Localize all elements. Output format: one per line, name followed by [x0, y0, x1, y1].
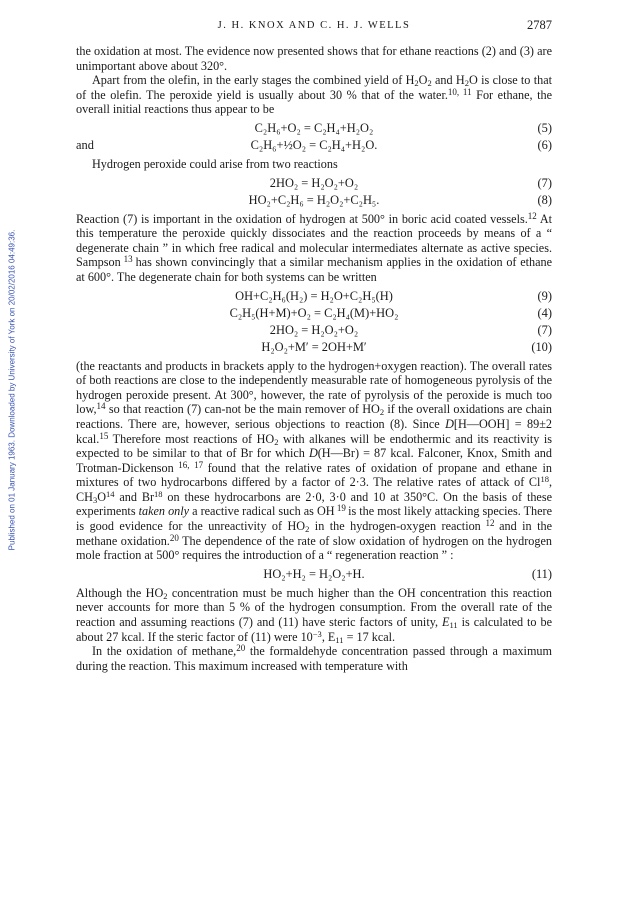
running-head: J. H. KNOX AND C. H. J. WELLS [217, 20, 411, 31]
equation-10-formula: H₂O₂+M′ = 2OH+M′ [261, 339, 367, 354]
equation-4-formula: C₂H₅(H+M)+O₂ = C₂H₄(M)+HO₂ [229, 305, 399, 320]
article-body [76, 44, 552, 673]
equation-7 [76, 175, 552, 192]
paragraph-4: Reaction (7) is important in the oxidation of hydrogen at 500° in boric acid coated vessels.$^{12}$ At this temperature the peroxide quickly dissociates and the reaction proceeds by means of a “ degenerate chain ” in which free radical and molecular intermediates alternate as active species. Sampson $^{13}$ has shown convincingly that a similar mechanism applies in the oxidation of ethane at 600°. The degenerate chain for both systems can be written [76, 210, 553, 284]
equation-6-formula: C₂H₆+½O₂ = C₂H₄+H₂O. [250, 137, 378, 152]
equation-9-number: (9) [537, 288, 552, 303]
equation-6 [76, 137, 552, 154]
paragraph-7: In the oxidation of methane,$^{20}$ the formaldehyde concentration passed through a maximum during the reaction. This maximum increased with temperature with [76, 643, 552, 673]
equation-8-number: (8) [537, 192, 552, 207]
paragraph-2: Apart from the olefin, in the early stages the combined yield of $H_2O_2$ and $H_2O$ is close to that of the olefin. The peroxide yield is usually about 30 % that of the water.$^{10, 11}$ For ethane, the overall initial reactions thus appear to be [76, 73, 553, 117]
paragraph-1: the oxidation at most. The evidence now presented shows that for ethane reactions (2) and (3) are unimportant above about 320°. [76, 44, 552, 73]
equation-7-repeat-number: (7) [537, 322, 552, 337]
equation-9 [76, 288, 552, 305]
equation-7-repeat [76, 322, 552, 339]
equation-5-number: (5) [537, 120, 552, 135]
equation-10 [76, 339, 552, 356]
paragraph-5: (the reactants and products in brackets apply to the hydrogen+oxygen reaction). The overall rates of both reactions are close to the independently measurable rate of homogeneous pyrolysis of the hydrogen peroxide present. At 300°, however, the rate of pyrolysis of the peroxide is much too low,$^{14}$ so that reaction (7) can-not be the main remover of $HO_2$ if the overall oxidations are chain reactions. There are, however, serious objections to reaction (8). Since D[H—OOH] = 89±2 kcal.$^{15}$ Therefore most reactions of $HO_2$ with alkanes will be endothermic and its reactivity is expected to be similar to that of Br for which D(H—Br) = 87 kcal. Falconer, Knox, Smith and Trotman-Dickenson $^{16, 17}$ found that the relative rates of oxidation of propane and ethane in mixtures of two hydrocarbons differed by a factor of 2·3. The relative rates of attack of Cl$^{18}$, $CH_3O^{14}$ and Br$^{18}$ on these hydrocarbons are 2·0, 3·0 and 10 at 350°C. On the basis of these experiments taken only a reactive radical such as OH $^{19}$ is the most likely attacking species. There is good evidence for the unreactivity of $HO_2$ in the hydrogen-oxygen reaction $^{12}$ and in the methane oxidation.$^{20}$ The dependence of the rate of slow oxidation of hydrogen on the hydrogen mole fraction at 500° requires the introduction of a “ regeneration reaction ” : [76, 358, 553, 563]
equation-6-lead: and [76, 137, 94, 152]
paragraph-6: Although the $HO_2$ concentration must be much higher than the OH concentration this reaction never accounts for more than 5 % of the hydrogen consumption. From the overall rate of the reaction and assuming reactions (7) and (11) have steric factors of unity, $E_{11}$ is calculated to be about 27 kcal. If the steric factor of (11) were $10^{-3}$, $E_{11} = 17$ kcal. [76, 585, 552, 645]
equation-7-formula: 2HO₂ = H₂O₂+O₂ [269, 175, 359, 190]
equation-7-repeat-formula: 2HO₂ = H₂O₂+O₂ [269, 322, 359, 337]
page-header [76, 18, 552, 34]
paragraph-3: Hydrogen peroxide could arise from two reactions [92, 156, 338, 171]
page-number: 2787 [527, 18, 552, 32]
equation-11 [76, 566, 552, 583]
equation-8-formula: HO₂+C₂H₆ = H₂O₂+C₂H₅. [248, 192, 380, 207]
equation-11-number: (11) [531, 566, 552, 581]
equation-9-formula: OH+C₂H₆(H₂) = H₂O+C₂H₅(H) [235, 288, 393, 303]
equation-4-number: (4) [537, 305, 552, 320]
equation-4 [76, 305, 552, 322]
equation-5 [76, 120, 552, 137]
equation-10-number: (10) [531, 339, 552, 354]
equation-6-number: (6) [537, 137, 552, 152]
equation-7-number: (7) [537, 175, 552, 190]
equation-8 [76, 192, 552, 209]
equation-5-formula: C₂H₆+O₂ = C₂H₄+H₂O₂ [254, 120, 374, 135]
download-watermark [6, 180, 18, 600]
download-watermark-text: Published on 01 January 1963. Downloaded by University of York on 20/02/2016 04:49:36. [7, 229, 17, 551]
equation-11-formula: HO₂+H₂ = H₂O₂+H. [263, 566, 365, 581]
